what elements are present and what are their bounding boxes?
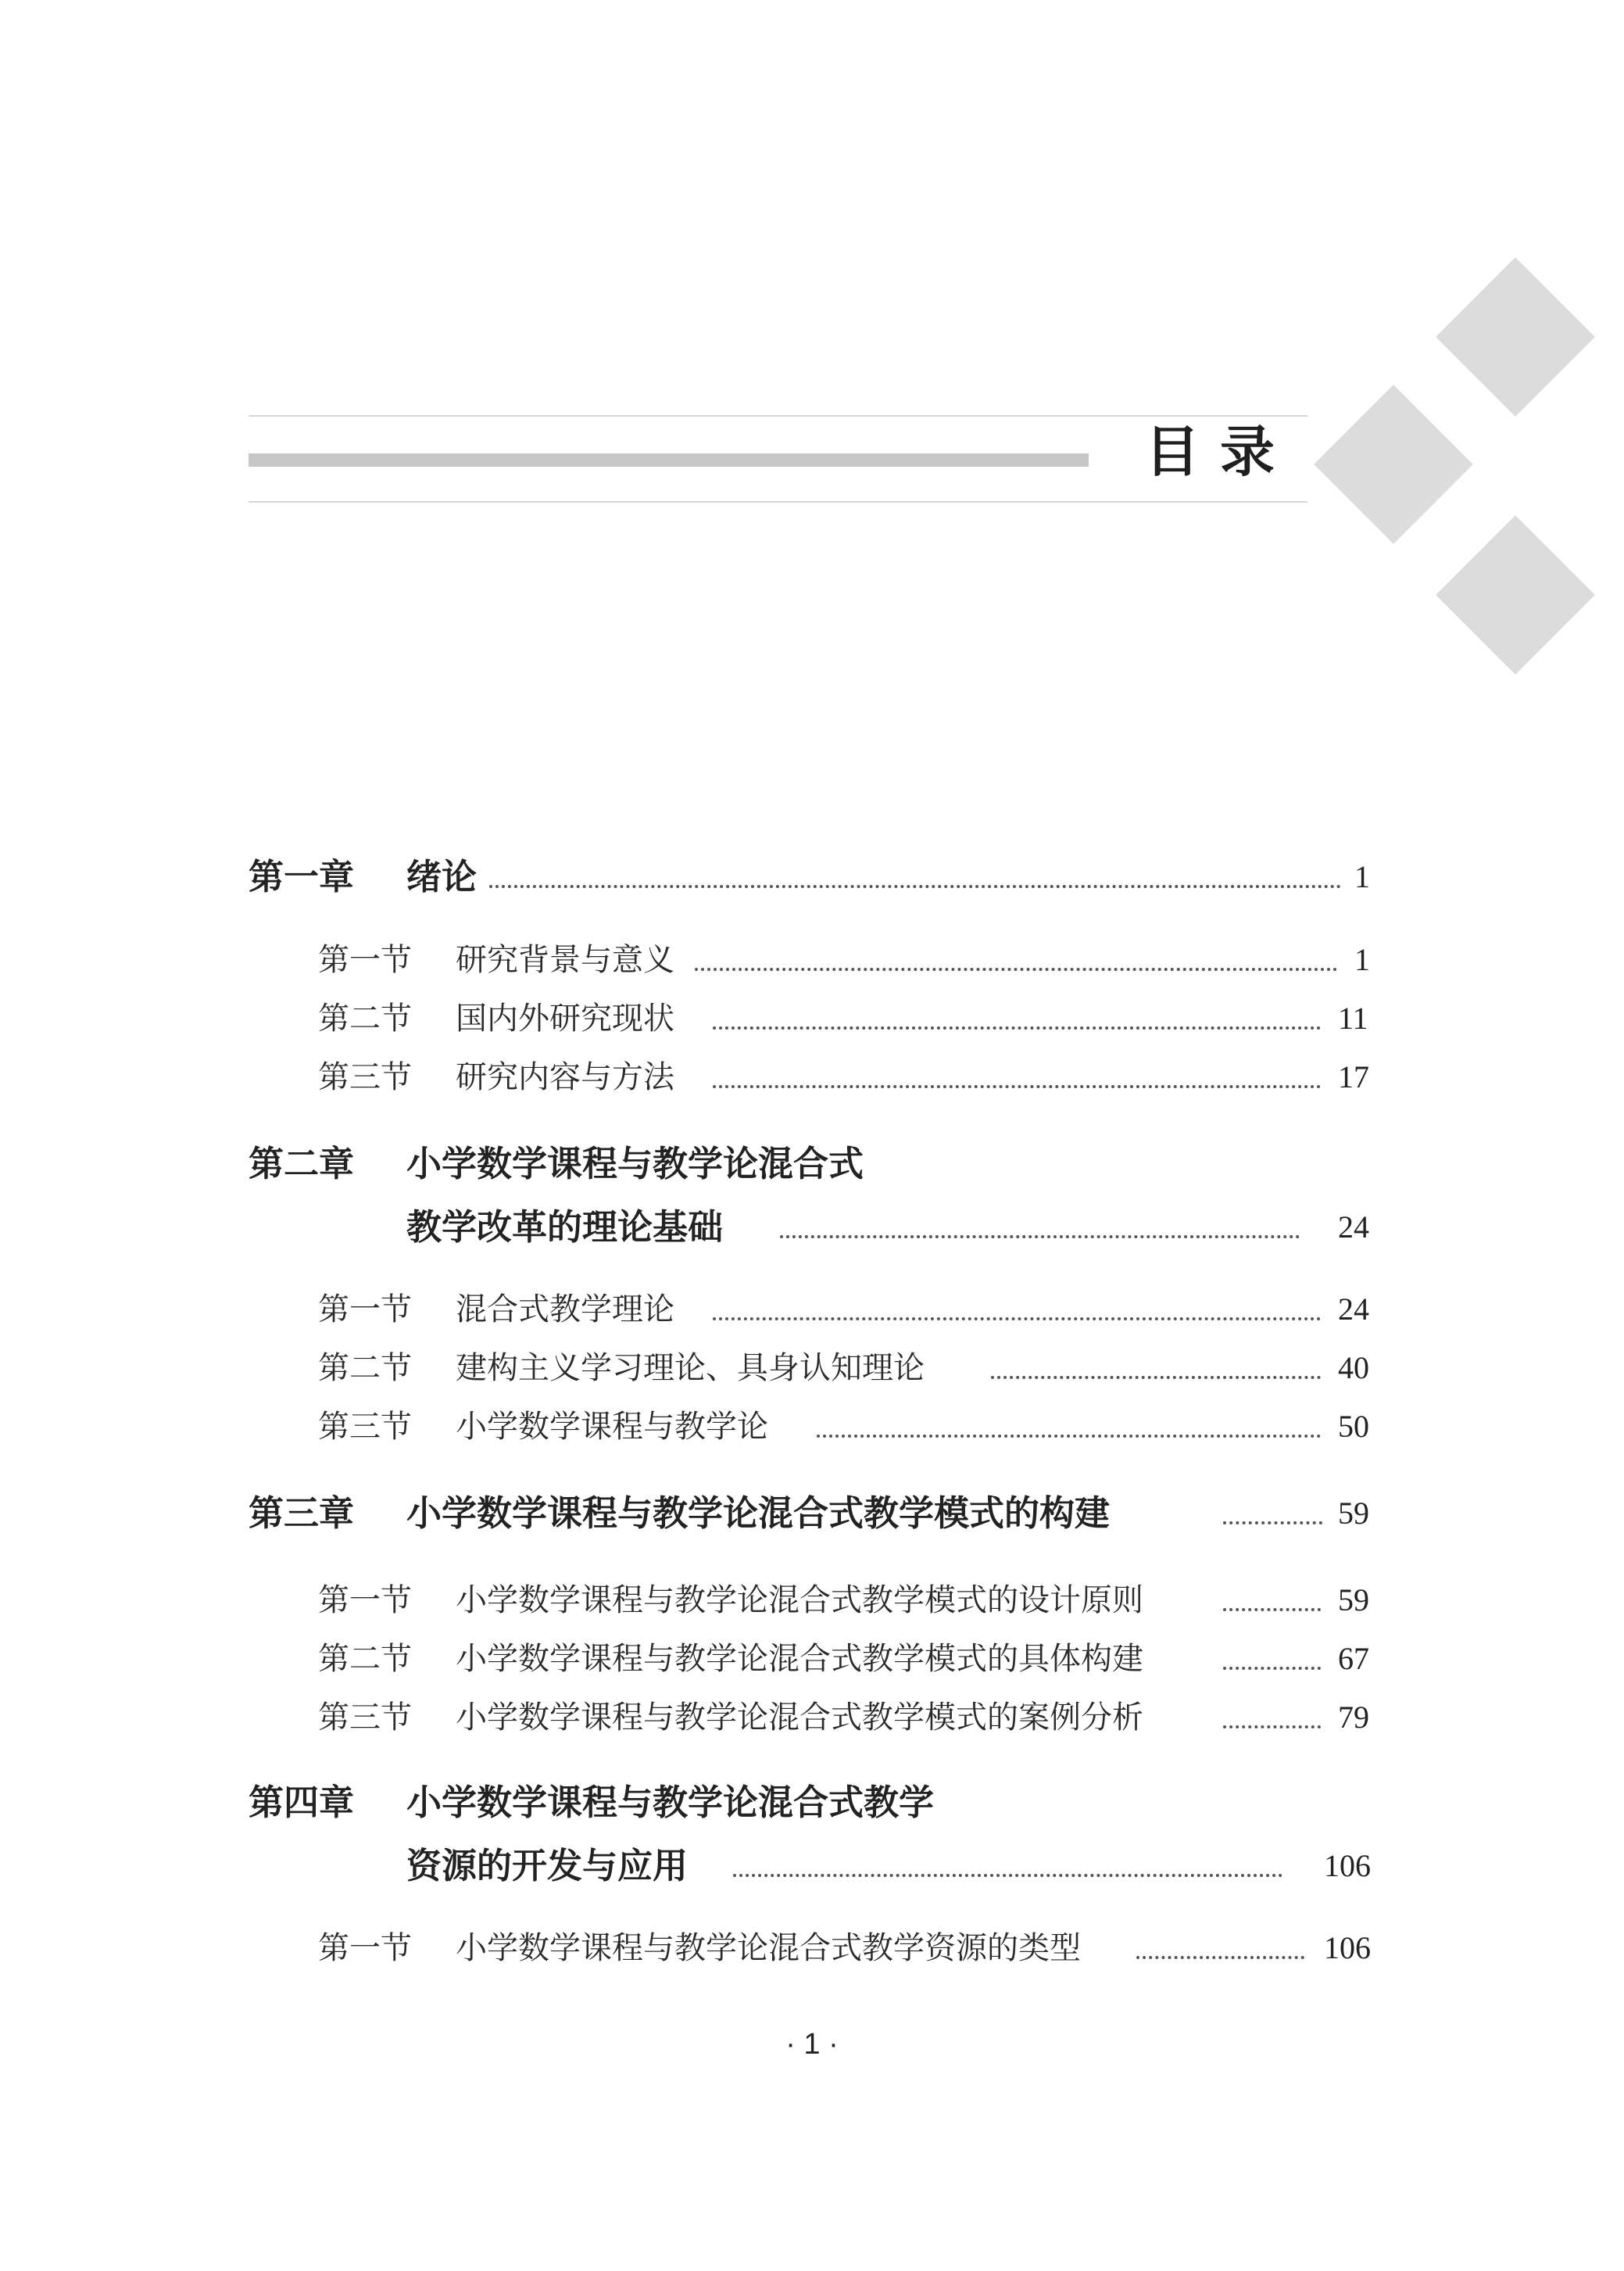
section-label: 第一节 (318, 1930, 412, 1966)
section-title: 研究背景与意义 (456, 942, 674, 978)
toc-section-3-3[interactable] (318, 1694, 1381, 1741)
decorative-diamond-left (1314, 385, 1473, 544)
page-number: 24 (1338, 1291, 1369, 1327)
section-title: 小学数学课程与教学论混合式教学资源的类型 (456, 1930, 1081, 1966)
toc-chapter-4[interactable] (249, 1779, 1374, 1826)
section-title: 小学数学课程与教学论混合式教学模式的具体构建 (456, 1641, 1143, 1677)
leader-dots (1223, 1725, 1321, 1728)
toc-section-1-1[interactable] (318, 937, 1381, 983)
leader-dots (713, 1317, 1321, 1320)
chapter-title-continued: 教学改革的理论基础 (406, 1206, 724, 1248)
page-number: 17 (1338, 1059, 1369, 1094)
chapter-title: 小学数学课程与教学论混合式 (406, 1143, 864, 1184)
section-label: 第三节 (318, 1700, 412, 1735)
leader-dots (1136, 1956, 1304, 1959)
page-number: 1 (1354, 859, 1370, 894)
section-title: 小学数学课程与教学论混合式教学模式的案例分析 (456, 1700, 1143, 1735)
leader-dots (713, 1026, 1321, 1030)
section-label: 第二节 (318, 1001, 412, 1037)
section-title: 研究内容与方法 (456, 1059, 674, 1095)
section-label: 第三节 (318, 1409, 412, 1445)
section-label: 第三节 (318, 1059, 412, 1095)
toc-section-2-1[interactable] (318, 1286, 1381, 1333)
section-label: 第二节 (318, 1350, 412, 1386)
toc-chapter-3[interactable] (249, 1490, 1374, 1537)
leader-dots (489, 885, 1341, 888)
section-title: 小学数学课程与教学论混合式教学模式的设计原则 (456, 1582, 1143, 1618)
page-title: 目录 (1145, 420, 1295, 484)
toc-section-2-2[interactable] (318, 1345, 1381, 1392)
page-number: 59 (1338, 1495, 1369, 1531)
page-number: 79 (1338, 1700, 1369, 1735)
chapter-title: 绪论 (406, 856, 478, 897)
chapter-title-continued: 资源的开发与应用 (406, 1845, 689, 1886)
header-rule-top (249, 415, 1307, 417)
chapter-label: 第四章 (249, 1782, 355, 1823)
chapter-title: 小学数学课程与教学论混合式教学模式的构建 (406, 1492, 1111, 1534)
toc-chapter-4-continued[interactable] (406, 1843, 1375, 1890)
toc-section-2-3[interactable] (318, 1403, 1381, 1450)
toc-section-4-1[interactable] (318, 1925, 1381, 1972)
toc-section-3-1[interactable] (318, 1577, 1381, 1624)
page-number: 67 (1338, 1641, 1369, 1676)
section-label: 第二节 (318, 1641, 412, 1677)
section-label: 第一节 (318, 942, 412, 978)
toc-section-1-3[interactable] (318, 1054, 1381, 1101)
page-number: 59 (1338, 1582, 1369, 1617)
toc-chapter-2-continued[interactable] (406, 1204, 1375, 1251)
leader-dots (1223, 1521, 1322, 1524)
leader-dots (817, 1435, 1321, 1438)
page-number: 1 (1354, 942, 1370, 977)
page-number: 50 (1338, 1409, 1369, 1444)
section-title: 混合式教学理论 (456, 1291, 674, 1327)
chapter-label: 第二章 (249, 1143, 355, 1184)
toc-chapter-1[interactable] (249, 854, 1374, 901)
leader-dots (695, 968, 1337, 971)
leader-dots (733, 1874, 1282, 1877)
page-number: 11 (1338, 1001, 1368, 1036)
leader-dots (713, 1085, 1321, 1088)
header-rule-bottom (249, 501, 1307, 503)
section-label: 第一节 (318, 1582, 412, 1618)
toc-section-3-2[interactable] (318, 1635, 1381, 1682)
page-number: 24 (1338, 1209, 1369, 1245)
section-label: 第一节 (318, 1291, 412, 1327)
section-title: 国内外研究现状 (456, 1001, 674, 1037)
footer-page-number: · 1 · (785, 2028, 839, 2061)
leader-dots (1223, 1608, 1321, 1611)
decorative-diamond-bottom (1436, 515, 1595, 675)
leader-dots (780, 1235, 1300, 1238)
page-number: 40 (1338, 1350, 1369, 1385)
section-title: 小学数学课程与教学论 (456, 1409, 768, 1445)
section-title: 建构主义学习理论、具身认知理论 (456, 1350, 925, 1386)
leader-dots (1223, 1667, 1321, 1670)
header-gray-bar (249, 453, 1089, 467)
chapter-title: 小学数学课程与教学论混合式教学 (406, 1782, 935, 1823)
decorative-diamond-top (1436, 257, 1595, 417)
leader-dots (991, 1376, 1321, 1379)
page-number: 106 (1324, 1930, 1371, 1965)
toc-section-1-2[interactable] (318, 995, 1381, 1042)
chapter-label: 第一章 (249, 856, 355, 897)
chapter-label: 第三章 (249, 1492, 355, 1534)
page-number: 106 (1324, 1848, 1371, 1883)
toc-chapter-2[interactable] (249, 1141, 1374, 1187)
